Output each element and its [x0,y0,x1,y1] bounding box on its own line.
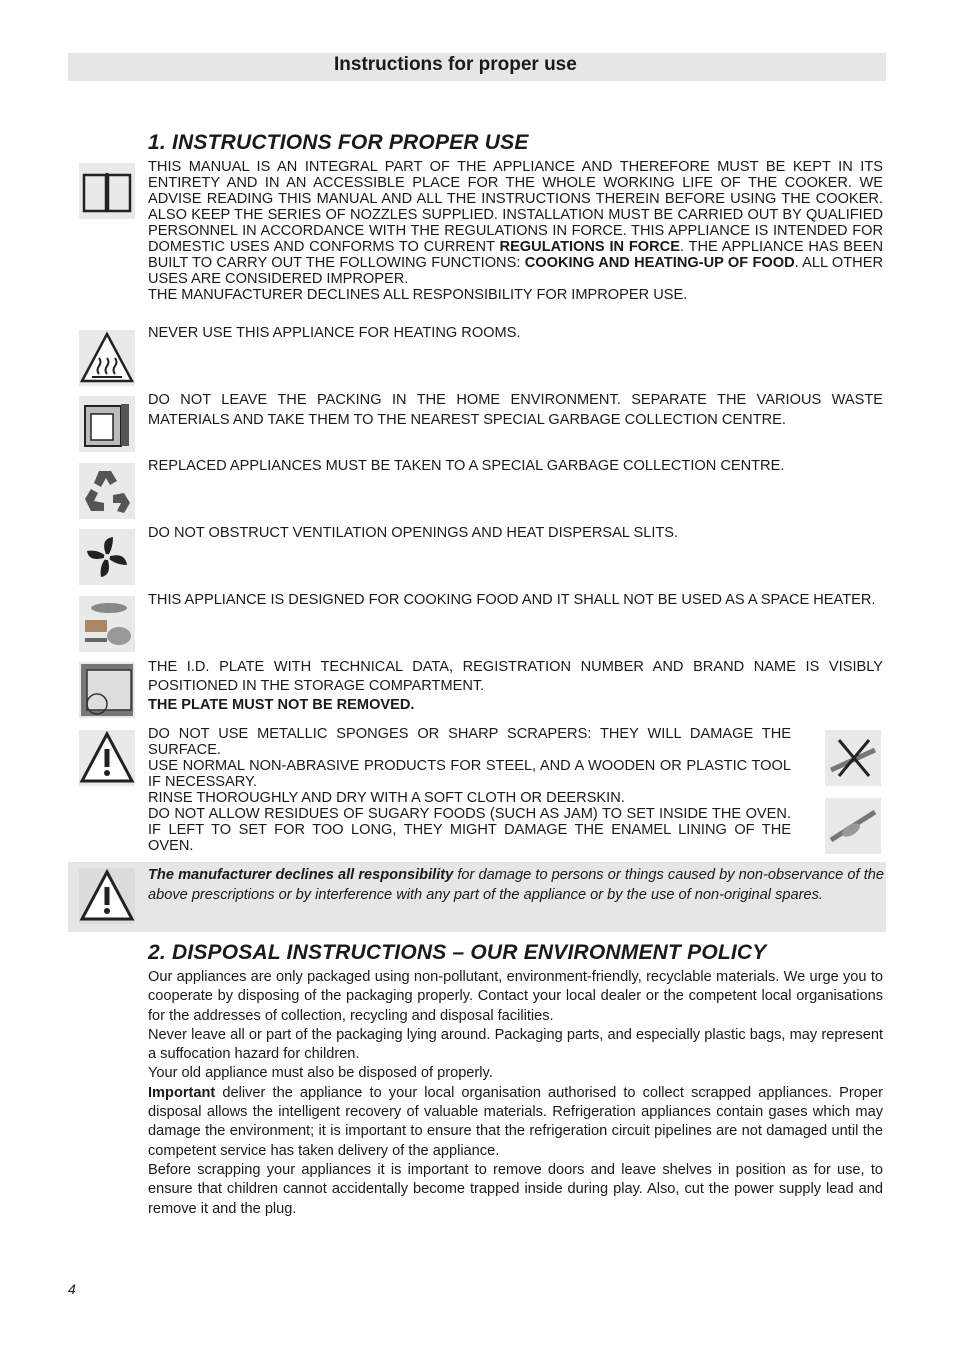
id-plate-info: THE I.D. PLATE WITH TECHNICAL DATA, REGISTRATION NUMBER AND BRAND NAME IS VISIBLY POSITIONED IN THE STORAGE COMPARTMENT. THE PLATE MUST NOT BE REMOVED. [148,659,883,713]
id-plate-icon [79,662,135,718]
header-bar [68,53,886,81]
fan-icon [79,529,135,585]
responsibility-notice [68,862,886,932]
disposal-p4: Important deliver the appliance to your local organisation authorised to collect scrapped appliances. Proper disposal allows the intelligent recovery of valuable materials. Refrigeration appliances contain gases which may damage the environment; it is important to ensure that the refrigeration circuit pipelines are not damaged until the competent service has taken delivery of the appliance. [148,1084,883,1159]
disposal-p3: Your old appliance must also be disposed of properly. [148,1065,493,1082]
packing-box-icon [79,396,135,452]
heating-warning: NEVER USE THIS APPLIANCE FOR HEATING ROOMS. [148,325,521,341]
page-number: 4 [68,1281,76,1297]
intro-paragraph: THIS MANUAL IS AN INTEGRAL PART OF THE APPLIANCE AND THEREFORE MUST BE KEPT IN ITS ENTIRETY AND IN AN ACCESSIBLE PLACE FOR THE WHOLE WORKING LIFE OF THE COOKER. WE ADVISE READING THIS MANUAL AND ALL THE INSTRUCTIONS THEREIN BEFORE USING THE COOKER. ALSO KEEP THE SERIES OF NOZZLES SUPPLIED. INSTALLATION MUST BE CARRIED OUT BY QUALIFIED PERSONNEL IN ACCORDANCE WITH THE REGULATIONS IN FORCE. THIS APPLIANCE IS INTENDED FOR DOMESTIC USES AND CONFORMS TO CURRENT REGULATIONS IN FORCE. THE APPLIANCE HAS BEEN BUILT TO CARRY OUT THE FOLLOWING FUNCTIONS: COOKING AND HEATING-UP OF FOOD. ALL OTHER USES ARE CONSIDERED IMPROPER. THE MANUFACTURER DECLINES ALL RESPONSIBILITY FOR IMPROPER USE. [148,159,883,303]
notice-text: The manufacturer declines all responsibility for damage to persons or things caused by non-observance of the above prescriptions or by interference with any part of the appliance or by the use of non-original spares. [148,867,885,903]
sponge-tool-icon [825,798,881,854]
replaced-appliances: REPLACED APPLIANCES MUST BE TAKEN TO A SPECIAL GARBAGE COLLECTION CENTRE. [148,458,785,474]
disposal-p5: Before scrapping your appliances it is important to remove doors and leave shelves in position as for use, to ensure that children cannot accidentally become trapped inside during play. Also, cut the power supply lead and remove it and the plug. [148,1161,883,1217]
food-icon [79,596,135,652]
ventilation-warning: DO NOT OBSTRUCT VENTILATION OPENINGS AND HEAT DISPERSAL SLITS. [148,525,679,541]
disposal-p1: Our appliances are only packaged using non-pollutant, environment-friendly, recyclable materials. We urge you to cooperate by disposing of the packaging properly. Contact your local dealer or the competent local organisations for the addresses of collection, recycling and disposal facilities. [148,969,883,1024]
warning-icon [79,730,135,786]
disposal-text [148,968,883,1219]
hot-surface-icon [79,330,135,386]
cooking-purpose: THIS APPLIANCE IS DESIGNED FOR COOKING FOOD AND IT SHALL NOT BE USED AS A SPACE HEATER. [148,592,876,608]
header-title: Instructions for proper use [334,54,577,75]
no-scraper-icon [825,730,881,786]
section1-heading: 1. INSTRUCTIONS FOR PROPER USE [148,131,529,154]
warning-notice-icon [79,868,135,924]
book-icon [79,163,135,219]
cleaning-instructions: DO NOT USE METALLIC SPONGES OR SHARP SCRAPERS: THEY WILL DAMAGE THE SURFACE. USE NORMAL NON-ABRASIVE PRODUCTS FOR STEEL, AND A WOODEN OR PLASTIC TOOL IF NECESSARY. RINSE THOROUGHLY AND DRY WITH A SOFT CLOTH OR DEERSKIN. DO NOT ALLOW RESIDUES OF SUGARY FOODS (SUCH AS JAM) TO SET INSIDE THE OVEN. IF LEFT TO SET FOR TOO LONG, THEY MIGHT DAMAGE THE ENAMEL LINING OF THE OVEN. [148,726,791,854]
packing-warning: DO NOT LEAVE THE PACKING IN THE HOME ENVIRONMENT. SEPARATE THE VARIOUS WASTE MATERIALS AND TAKE THEM TO THE NEAREST SPECIAL GARBAGE COLLECTION CENTRE. [148,392,883,428]
recycle-icon [79,463,135,519]
disposal-p2: Never leave all or part of the packaging lying around. Packaging parts, and especially plastic bags, may represent a suffocation hazard for children. [148,1026,883,1063]
section2-heading: 2. DISPOSAL INSTRUCTIONS – OUR ENVIRONMENT POLICY [148,941,767,964]
